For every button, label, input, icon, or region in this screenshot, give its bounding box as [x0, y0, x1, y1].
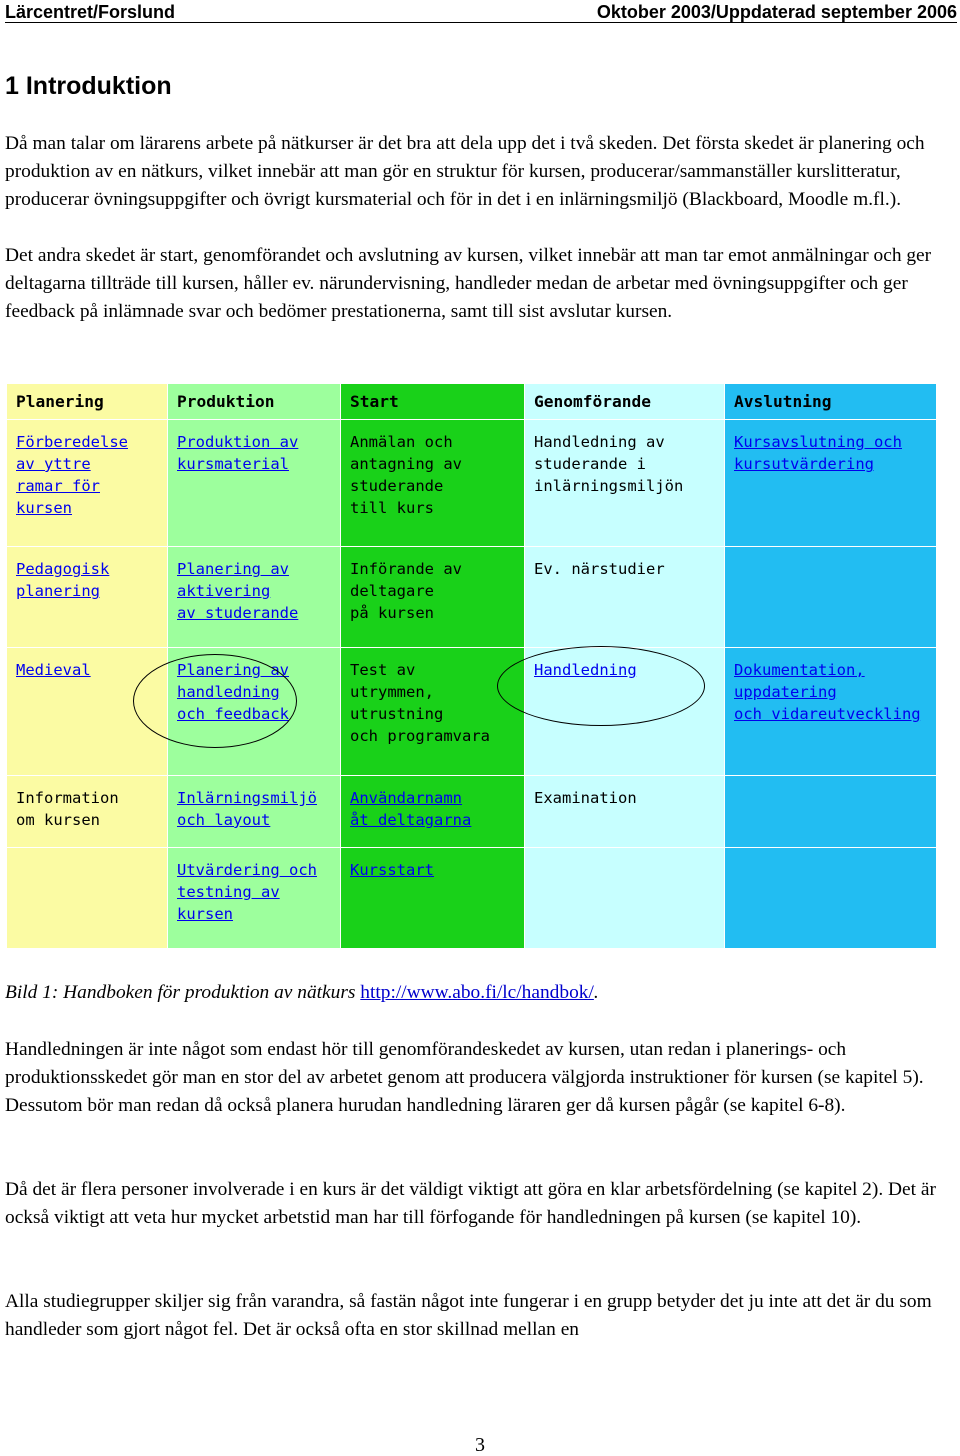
- cell-link[interactable]: Pedagogisk planering: [16, 560, 110, 600]
- paragraph-1: Då man talar om lärarens arbete på nätkurser är det bra att dela upp det i två skeden. Det första skedet är planering och produktion av en nätkurs, vilket innebär att man gör en struktur för kursen, producerar/sammanställer kurslitteratur, producerar övningsuppgifter och övrigt kursmaterial och för in det i en inlärningsmiljö (Blackboard, Moodle m.fl.).: [5, 133, 925, 210]
- header-genomforande: Genomförande: [525, 384, 725, 420]
- cell-link[interactable]: Kursstart: [350, 861, 434, 879]
- workflow-figure: [6, 383, 937, 949]
- header-left: Lärcentret/Forslund: [5, 2, 176, 22]
- cell: [725, 848, 937, 949]
- cell-text: [534, 848, 724, 859]
- cell: [7, 547, 168, 648]
- cell: [525, 420, 725, 547]
- caption-end: .: [593, 982, 599, 1003]
- cell-text: [16, 848, 167, 859]
- figure-caption: [5, 979, 599, 1007]
- cell: [525, 848, 725, 949]
- header-planering: Planering: [7, 384, 168, 420]
- cell-link[interactable]: Medieval: [16, 661, 91, 679]
- header-start: Start: [341, 384, 525, 420]
- cell: [168, 648, 341, 776]
- cell-link[interactable]: Kursavslutning och kursutvärdering: [734, 433, 902, 473]
- figure-row: [7, 848, 937, 949]
- paragraph-4: Då det är flera personer involverade i en kurs är det väldigt viktigt att göra en klar arbetsfördelning (se kapitel 2). Det är också viktigt att veta hur mycket arbetstid man har till förfogande för handledningen på kursen (se kapitel 10).: [5, 1179, 936, 1228]
- caption-link[interactable]: http://www.abo.fi/lc/handbok/: [360, 982, 594, 1003]
- figure-row: [7, 776, 937, 848]
- cell-link[interactable]: Utvärdering och testning av kursen: [177, 861, 317, 923]
- cell-link[interactable]: Inlärningsmiljö och layout: [177, 789, 317, 829]
- cell-text: Införande av deltagare på kursen: [350, 560, 462, 622]
- page-number: 3: [475, 1434, 485, 1456]
- cell: [341, 848, 525, 949]
- cell-text: Handledning av studerande i inlärningsmiljön: [534, 433, 684, 495]
- cell: [7, 648, 168, 776]
- cell: [341, 420, 525, 547]
- cell-text: Anmälan och antagning av studerande till kurs: [350, 433, 462, 517]
- cell-link[interactable]: Planering av handledning och feedback: [177, 661, 289, 723]
- figure-header-row: [7, 384, 937, 420]
- cell: [525, 776, 725, 848]
- header-produktion: Produktion: [168, 384, 341, 420]
- cell: [341, 776, 525, 848]
- cell: [7, 776, 168, 848]
- cell-link[interactable]: Dokumentation, uppdatering och vidareutveckling: [734, 661, 921, 723]
- cell-link[interactable]: Användarnamn åt deltagarna: [350, 789, 472, 829]
- cell: [168, 848, 341, 949]
- cell: [341, 648, 525, 776]
- caption-text: Bild 1: Handboken för produktion av nätkurs: [5, 982, 356, 1003]
- header-avslutning: Avslutning: [725, 384, 937, 420]
- figure-row: [7, 648, 937, 776]
- cell: [168, 776, 341, 848]
- cell-link[interactable]: Produktion av kursmaterial: [177, 433, 299, 473]
- cell: [525, 648, 725, 776]
- cell: [725, 547, 937, 648]
- paragraph-3: Handledningen är inte något som endast hör till genomförandeskedet av kursen, utan redan i planerings- och produktionsskedet gör man en stor del av arbetet genom att producera välgjorda instruktioner för kursen (se kapitel 5). Dessutom bör man redan då också planera hurudan handledning läraren ger då kursen pågår (se kapitel 6-8).: [5, 1039, 924, 1116]
- section-title: 1 Introduktion: [5, 72, 172, 100]
- figure-row: [7, 547, 937, 648]
- header-right: Oktober 2003/Uppdaterad september 2006: [596, 2, 957, 22]
- cell: [7, 848, 168, 949]
- cell-link[interactable]: Planering av aktivering av studerande: [177, 560, 299, 622]
- page-header: [5, 2, 957, 23]
- cell-text: [734, 848, 936, 859]
- cell: [7, 420, 168, 547]
- figure-row: [7, 420, 937, 547]
- cell: [341, 547, 525, 648]
- cell: [725, 648, 937, 776]
- paragraph-2: Det andra skedet är start, genomförandet och avslutning av kursen, vilket innebär att man tar emot anmälningar och ger deltagarna tillträde till kursen, håller ev. närundervisning, handleder medan de arbetar med övningsuppgifter och ger feedback på inlämnade svar och bedömer prestationerna, samt till sist avslutar kursen.: [5, 245, 932, 322]
- cell: [725, 420, 937, 547]
- paragraph-5: Alla studiegrupper skiljer sig från varandra, så fastän något inte fungerar i en grupp betyder det ju inte att det är du som handleder som gjort något fel. Det är också ofta en stor skillnad mellan en: [5, 1291, 932, 1340]
- cell-link[interactable]: Förberedelse av yttre ramar för kursen: [16, 433, 128, 517]
- cell: [725, 776, 937, 848]
- cell-text: [734, 547, 936, 558]
- cell-text: Ev. närstudier: [534, 560, 665, 578]
- cell-text: Information om kursen: [16, 789, 119, 829]
- cell-text: [734, 776, 936, 787]
- cell: [168, 547, 341, 648]
- cell: [525, 547, 725, 648]
- cell-link[interactable]: Handledning: [534, 661, 637, 679]
- cell-text: Examination: [534, 789, 637, 807]
- cell: [168, 420, 341, 547]
- cell-text: Test av utrymmen, utrustning och programvara: [350, 661, 490, 745]
